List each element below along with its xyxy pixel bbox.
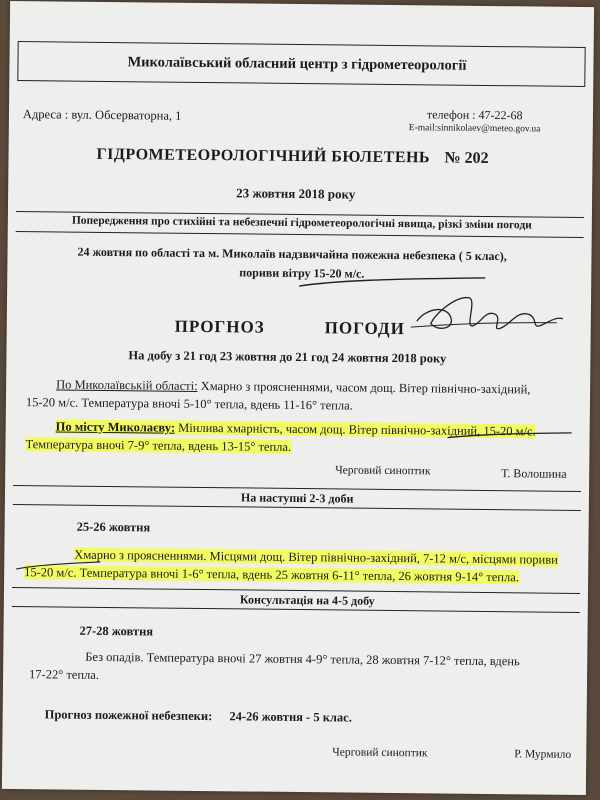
duty-forecaster-name: Т. Волошина	[501, 466, 567, 481]
next-days-header: На наступні 2-3 доби	[240, 490, 354, 506]
consult-line-2: 17-22° тепла.	[29, 667, 100, 682]
footer-duty-label: Черговий синоптик	[332, 746, 428, 760]
bulletin-number: № 202	[444, 149, 489, 167]
oblast-label: По Миколаївській області:	[56, 377, 198, 393]
oblast-text-2: 15-20 м/с. Температура вночі 5-10° тепла, вдень 11-16° тепла.	[25, 395, 353, 413]
forecast-title-right: ПОГОДИ	[324, 318, 405, 339]
email: E-mail:sinnikolaev@meteo.gov.ua	[408, 123, 541, 135]
footer-duty-name: Р. Мурмило	[514, 748, 572, 761]
handwritten-underline	[446, 430, 576, 443]
fire-value: 24-26 жовтня - 5 клас.	[229, 709, 352, 725]
city-forecast-line-2	[25, 437, 291, 455]
address: Адреса : вул. Обсерваторна, 1	[22, 107, 182, 123]
bulletin-title: ГІДРОМЕТЕОРОЛОГІЧНИЙ БЮЛЕТЕНЬ	[96, 145, 431, 167]
handwritten-mark	[14, 557, 104, 574]
bulletin-page	[2, 1, 594, 795]
duty-forecaster-label: Черговий синоптик	[335, 464, 431, 478]
divider	[16, 231, 584, 238]
oblast-text-1: Хмарно з проясненнями, часом дощ. Вітер північно-західний,	[197, 378, 531, 397]
forecast-title-left: ПРОГНОЗ	[174, 316, 265, 337]
signature-icon	[407, 287, 568, 347]
city-text-1: Мінлива хмарність, часом дощ. Вітер північно-західний, 15-20 м/с.	[174, 420, 536, 439]
city-label: По місту Миколаєву:	[55, 419, 176, 435]
org-name: Миколаївський обласний центр з гідрометеорології	[127, 54, 467, 74]
fire-forecast	[45, 707, 352, 725]
next-days-date: 25-26 жовтня	[76, 519, 151, 535]
city-text-2: Температура вночі 7-9° тепла, вдень 13-15° тепла.	[25, 437, 292, 454]
consult-line-1: Без опадів. Температура вночі 27 жовтня 4-9° тепла, 28 жовтня 7-12° тепла, вдень	[85, 649, 520, 669]
next-days-line-2: 15-20 м/с. Температура вночі 1-6° тепла, вдень 25 жовтня 6-11° тепла, 26 жовтня 9-14° тепла.	[24, 565, 520, 585]
warning-line-1: 24 жовтня по області та м. Миколаїв надзвичайна пожежна небезпека ( 5 клас),	[77, 244, 507, 264]
consult-date: 27-28 жовтня	[79, 623, 154, 639]
next-days-line-1: Хмарно з проясненнями. Місцями дощ. Вітер північно-західний, 7-12 м/с, місцями пориви	[74, 547, 558, 567]
consult-header: Консультація на 4-5 добу	[239, 592, 375, 608]
warning-header: Попередження про стихійні та небезпечні гідрометеорологічні явища, різкі зміни погоди	[71, 214, 532, 232]
forecast-period: На добу з 21 год 23 жовтня до 21 год 24 жовтня 2018 року	[128, 348, 447, 366]
warning-line-2: пориви вітру 15-20 м/с.	[239, 265, 365, 281]
bulletin-date: 23 жовтня 2018 року	[236, 185, 356, 202]
fire-label: Прогноз пожежної небезпеки:	[44, 707, 213, 724]
oblast-forecast-line-1	[56, 377, 530, 397]
phone: телефон : 47-22-68	[426, 107, 523, 123]
